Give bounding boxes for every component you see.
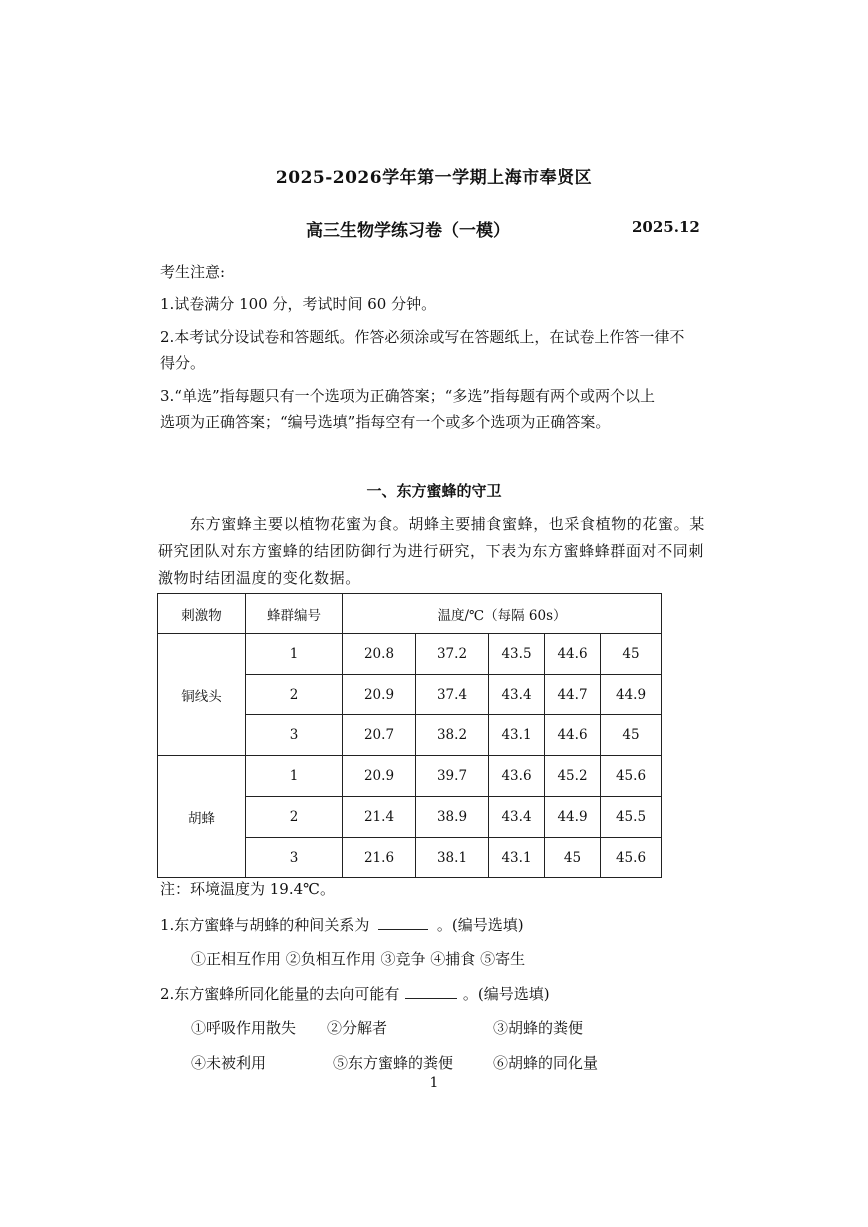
page-number: 1 [429,1075,439,1091]
notice-heading: 考生注意: [160,263,226,281]
group-id-cell: 2 [246,797,343,838]
temp-cell: 45 [601,634,662,675]
question-1-prefix: 1.东方蜜蜂与胡蜂的种间关系为 [160,916,370,934]
answer-blank-1[interactable] [378,915,428,930]
temp-cell: 21.6 [343,838,416,878]
group-id-cell: 3 [246,715,343,756]
temp-cell: 45.6 [601,838,662,878]
exam-date: 2025.12 [632,218,700,236]
group-id-cell: 1 [246,756,343,797]
exam-title-line1: 2025-2026学年第一学期上海市奉贤区 [275,168,593,188]
temp-cell: 45 [601,715,662,756]
question-2 [160,984,550,1004]
temp-cell: 45.5 [601,797,662,838]
temp-cell: 37.2 [416,634,489,675]
temp-cell: 45.6 [601,756,662,797]
question-2-option-3: ③胡蜂的粪便 [493,1019,584,1037]
question-2-option-1: ①呼吸作用散失 [191,1019,297,1037]
temp-cell: 43.4 [489,675,545,715]
stimulus-cell: 胡蜂 [158,756,246,878]
temp-cell: 43.4 [489,797,545,838]
notice-item-3-line2: 选项为正确答案；“编号选填”指每空有一个或多个选项为正确答案。 [160,413,611,431]
header-stimulus: 刺激物 [158,594,246,634]
temp-cell: 20.7 [343,715,416,756]
table-note: 注：环境温度为 19.4℃。 [160,880,335,898]
temp-cell: 44.6 [545,715,601,756]
notice-item-2-line1: 2.本考试分设试卷和答题纸。作答必须涂或写在答题纸上，在试卷上作答一律不 [160,328,685,346]
temp-cell: 43.5 [489,634,545,675]
question-2-option-6: ⑥胡蜂的同化量 [493,1054,599,1072]
temp-cell: 37.4 [416,675,489,715]
notice-item-2-line2: 得分。 [160,354,206,372]
group-id-cell: 2 [246,675,343,715]
question-2-option-2: ②分解者 [327,1019,388,1037]
temp-cell: 45.2 [545,756,601,797]
temp-cell: 44.9 [601,675,662,715]
temp-cell: 44.6 [545,634,601,675]
header-temperature: 温度/℃（每隔 60s） [343,594,662,634]
question-2-option-5: ⑤东方蜜蜂的粪便 [333,1054,454,1072]
temp-cell: 38.1 [416,838,489,878]
temp-cell: 43.6 [489,756,545,797]
section-title: 一、东方蜜蜂的守卫 [366,482,502,500]
temp-cell: 20.9 [343,756,416,797]
question-2-option-4: ④未被利用 [191,1054,267,1072]
group-id-cell: 3 [246,838,343,878]
temp-cell: 38.2 [416,715,489,756]
temp-cell: 45 [545,838,601,878]
header-group: 蜂群编号 [246,594,343,634]
exam-title-line2: 高三生物学练习卷（一模） [306,221,510,241]
temp-cell: 20.9 [343,675,416,715]
notice-item-3-line1: 3.“单选”指每题只有一个选项为正确答案；“多选”指每题有两个或两个以上 [160,387,655,405]
question-1-options: ①正相互作用 ②负相互作用 ③竞争 ④捕食 ⑤寄生 [191,950,526,968]
question-2-suffix: 。(编号选填) [462,985,550,1003]
temp-cell: 39.7 [416,756,489,797]
answer-blank-2[interactable] [405,984,457,999]
temp-cell: 43.1 [489,715,545,756]
section-paragraph: 东方蜜蜂主要以植物花蜜为食。胡蜂主要捕食蜜蜂，也采食植物的花蜜。某研究团队对东方蜜蜂的结团防御行为进行研究，下表为东方蜜蜂蜂群面对不同刺激物时结团温度的变化数据。 [158,515,705,587]
notice-item-1: 1.试卷满分 100 分，考试时间 60 分钟。 [160,295,437,313]
temp-cell: 20.8 [343,634,416,675]
temp-cell: 44.9 [545,797,601,838]
temp-cell: 38.9 [416,797,489,838]
group-id-cell: 1 [246,634,343,675]
stimulus-cell: 铜线头 [158,634,246,756]
question-2-prefix: 2.东方蜜蜂所同化能量的去向可能有 [160,985,400,1003]
temperature-table [157,593,662,878]
temp-cell: 44.7 [545,675,601,715]
temp-cell: 43.1 [489,838,545,878]
question-1 [160,915,524,935]
question-1-suffix: 。(编号选填) [436,916,524,934]
temp-cell: 21.4 [343,797,416,838]
